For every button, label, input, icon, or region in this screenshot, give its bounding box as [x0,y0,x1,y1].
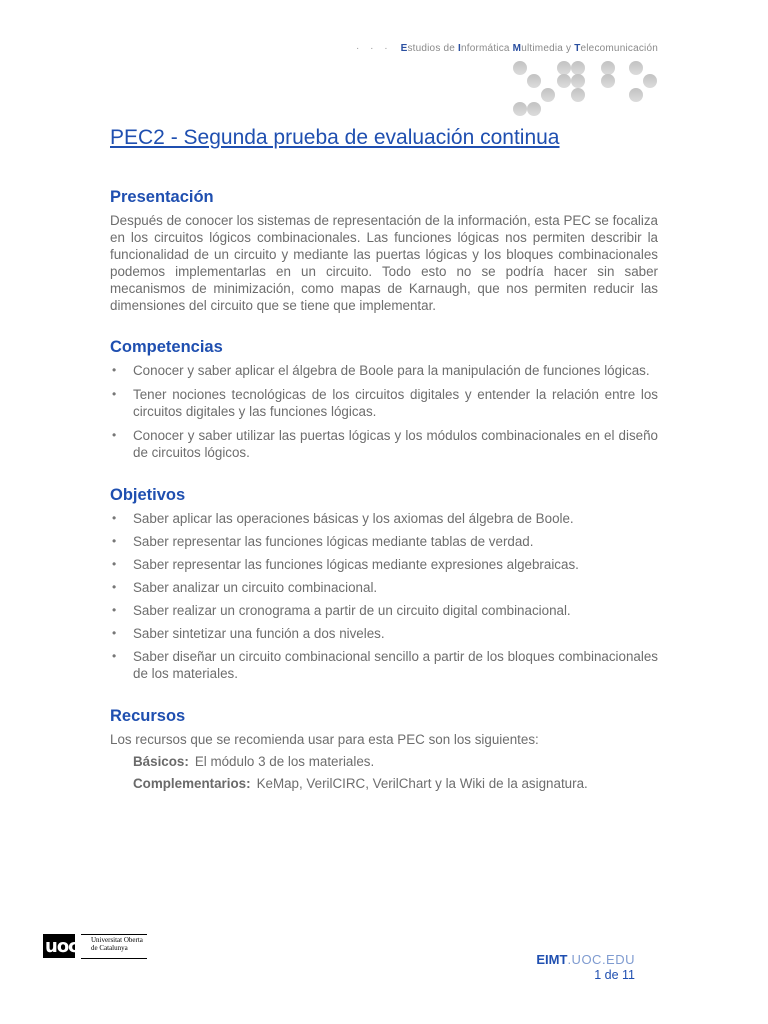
eimt-brand-link[interactable] [536,952,635,967]
list-item: • Saber realizar un cronograma a partir de un circuito digital combinacional. [110,602,658,620]
list-item: • Saber sintetizar una función a dos niveles. [110,625,658,643]
section-heading-competencias: Competencias [110,338,223,356]
uoc-logo-rule-top [81,934,147,935]
uoc-mark-text: uoc [45,936,78,957]
recursos-complementarios-text: KeMap, VerilCIRC, VerilChart y la Wiki de la asignatura. [256,775,588,791]
list-item: • Conocer y saber aplicar el álgebra de Boole para la manipulación de funciones lógicas. [110,362,658,380]
section-objetivos [110,486,658,683]
list-item: • Saber analizar un circuito combinacional. [110,579,658,597]
section-heading-recursos: Recursos [110,706,186,725]
uoc-logo-rule-bottom [81,958,147,959]
uoc-mark-icon [43,934,78,958]
recursos-basicos-row [110,753,658,770]
section-recursos [110,707,658,792]
header-dots: · · · [356,43,392,54]
page-number: 1 de 11 [594,968,635,982]
uoc-name-line-1: Universitat Oberta [91,936,143,944]
presentacion-paragraph: Después de conocer los sistemas de representación de la información, esta PEC se focaliza en los circuitos lógicos combinacionales. Las funciones lógicas nos permiten describir la funcionalidad de un circuito y mediante las puertas lógicas y los bloques combinacionales podemos implementarlas en un circuito. Todo esto no se podría hacer sin saber mecanismos de minimización, como mapas de Karnaugh, que nos permiten reducir las dimensiones del circuito que se tiene que implementar. [110,213,658,313]
header-word-multimedia: ultimedia y [521,43,575,54]
list-item: • Saber diseñar un circuito combinacional sencillo a partir de los bloques combinacionales de los materiales. [110,648,658,683]
recursos-intro: Los recursos que se recomienda usar para esta PEC son los siguientes: [110,731,539,747]
list-item: • Saber representar las funciones lógicas mediante tablas de verdad. [110,533,658,551]
header-word-estudios: studios de [407,43,459,54]
recursos-basicos-label: Básicos: [133,753,189,769]
uoc-university-name [91,937,143,952]
recursos-complementarios-row [110,775,658,792]
list-item: • Conocer y saber utilizar las puertas lógicas y los módulos combinacionales en el diseño de circuitos lógicos. [110,427,658,462]
list-item: • Tener nociones tecnológicas de los circuitos digitales y entender la relación entre los circuitos digitales y las funciones lógicas. [110,386,658,421]
section-heading-presentacion: Presentación [110,188,214,206]
header-word-informatica: nformática [461,43,513,54]
header-cap-t: T [574,43,581,54]
header-cap-m: M [512,43,522,54]
eimt-brand-name: EIMT [536,952,568,967]
header-studies-text [356,43,658,54]
section-competencias [110,338,658,462]
dot-pattern-logo [508,58,664,120]
uoc-name-line-2: de Catalunya [91,943,128,952]
list-item: • Saber representar las funciones lógicas mediante expresiones algebraicas. [110,556,658,574]
competencias-list [110,362,658,462]
list-item: • Saber aplicar las operaciones básicas y los axiomas del álgebra de Boole. [110,510,658,528]
recursos-complementarios-label: Complementarios: [133,775,251,791]
document-body [110,188,658,816]
eimt-brand-domain: .UOC.EDU [567,952,635,967]
header-cap-e: E [400,43,408,54]
document-title: PEC2 - Segunda prueba de evaluación continua [110,126,560,149]
section-presentacion [110,188,658,314]
header-cap-i: I [458,43,461,54]
uoc-logo [43,934,149,962]
section-heading-objetivos: Objetivos [110,485,186,504]
objetivos-list [110,510,658,683]
recursos-basicos-text: El módulo 3 de los materiales. [194,753,375,769]
header-word-telecomunicacion: elecomunicación [580,43,658,54]
footer-brand-block [536,952,635,982]
